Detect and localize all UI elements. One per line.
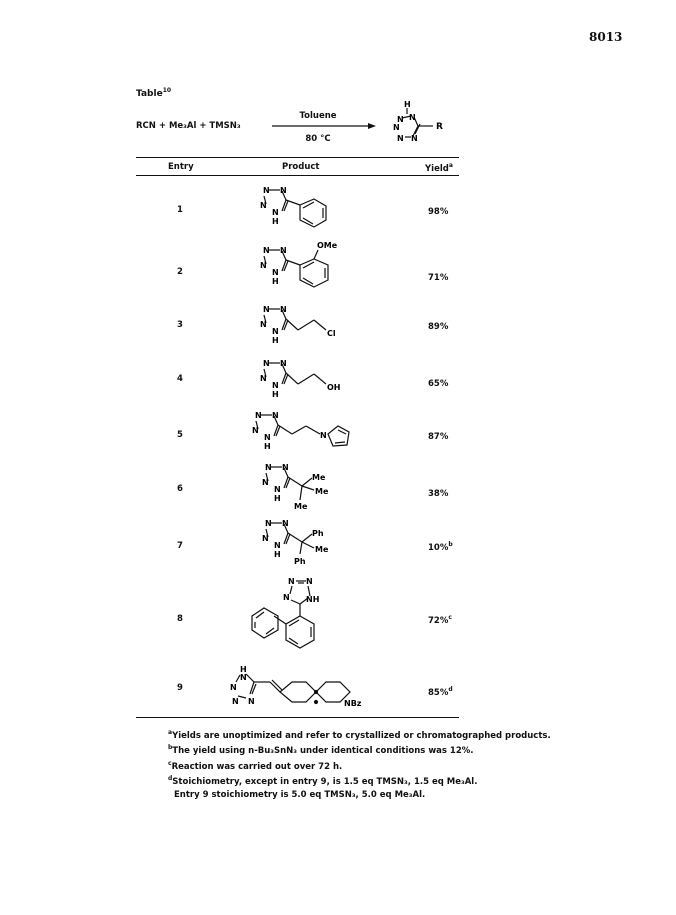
reaction-temperature: 80 °C xyxy=(305,134,331,144)
footnote-mark: a xyxy=(168,729,173,736)
yield-mark: c xyxy=(448,614,452,621)
entry-number: 9 xyxy=(177,683,183,693)
atom-N: N xyxy=(272,268,279,277)
reaction-arrow xyxy=(270,118,380,134)
atom-H: H xyxy=(272,277,279,286)
table-rule-top xyxy=(136,157,459,158)
yield-text: 87% xyxy=(428,431,449,442)
table-title-text: Table xyxy=(136,89,163,99)
atom-N: N xyxy=(265,463,272,472)
atom-N: N xyxy=(255,411,262,420)
atom-N: N xyxy=(283,593,290,602)
atom-H: H xyxy=(404,100,411,109)
atom-N: N xyxy=(232,697,239,706)
col-entry-header: Entry xyxy=(168,162,194,172)
product-structure-2 xyxy=(256,238,366,304)
yield-value xyxy=(428,320,488,332)
atom-NBz: NBz xyxy=(344,699,362,708)
atom-N: N xyxy=(240,673,247,682)
atom-N: N xyxy=(252,426,259,435)
atom-N: N xyxy=(248,697,255,706)
atom-N: N xyxy=(230,683,237,692)
atom-H: H xyxy=(272,217,279,226)
yield-text: 72% xyxy=(428,615,449,626)
footnote-text: Entry 9 stoichiometry is 5.0 eq TMSN₃, 5.0 eq Me₃Al. xyxy=(174,789,426,800)
footnotes xyxy=(168,727,551,801)
atom-N: N xyxy=(320,431,327,440)
product-structure-5 xyxy=(248,406,368,462)
atom-H: H xyxy=(274,494,281,503)
atom-N: N xyxy=(263,305,270,314)
footnote-text: Stoichiometry, except in entry 9, is 1.5 eq TMSN₃, 1.5 eq Me₃Al. xyxy=(172,777,478,788)
atom-N: N xyxy=(263,246,270,255)
atom-N: N xyxy=(272,208,279,217)
atom-N: N xyxy=(409,113,416,122)
atom-Me: Me xyxy=(315,487,329,496)
yield-mark: b xyxy=(448,541,453,548)
yield-text: 71% xyxy=(428,272,449,283)
entry-number: 6 xyxy=(177,484,183,494)
product-structure-1 xyxy=(256,178,356,238)
footnote-text: Yields are unoptimized and refer to crystallized or chromatographed products. xyxy=(172,730,551,741)
table-title xyxy=(136,87,171,99)
yield-text: 10% xyxy=(428,542,449,553)
yield-value xyxy=(428,430,488,442)
atom-N: N xyxy=(280,359,287,368)
atom-N: N xyxy=(306,577,313,586)
atom-H: H xyxy=(272,390,279,399)
atom-N: N xyxy=(260,374,267,383)
atom-Ph: Ph xyxy=(312,529,324,538)
entry-number: 8 xyxy=(177,614,183,624)
atom-N: N xyxy=(263,186,270,195)
yield-value xyxy=(428,271,488,283)
atom-N: N xyxy=(260,320,267,329)
footnote xyxy=(168,742,551,757)
col-yield-mark: a xyxy=(448,162,453,169)
yield-text: 65% xyxy=(428,378,449,389)
atom-N: N xyxy=(265,519,272,528)
atom-N: N xyxy=(280,305,287,314)
atom-Me: Me xyxy=(315,545,329,554)
yield-value xyxy=(428,686,488,698)
atom-NH: NH xyxy=(306,595,320,604)
yield-text: 98% xyxy=(428,206,449,217)
yield-mark: d xyxy=(448,686,453,693)
col-yield-header xyxy=(425,162,453,174)
yield-value xyxy=(428,205,488,217)
entry-number: 7 xyxy=(177,541,183,551)
atom-N: N xyxy=(262,534,269,543)
atom-N: N xyxy=(274,485,281,494)
atom-N: N xyxy=(280,186,287,195)
yield-value xyxy=(428,377,488,389)
table-ref: 10 xyxy=(162,87,172,94)
atom-H: H xyxy=(264,442,271,451)
product-structure-9 xyxy=(226,662,386,722)
col-product-header: Product xyxy=(282,162,320,172)
atom-N: N xyxy=(263,359,270,368)
atom-N: N xyxy=(260,201,267,210)
yield-value xyxy=(428,614,488,626)
atom-N: N xyxy=(280,246,287,255)
footnote xyxy=(168,789,551,802)
reaction-reactants: RCN + Me₃Al + TMSN₃ xyxy=(136,121,241,131)
atom-OMe: OMe xyxy=(317,241,338,250)
atom-N: N xyxy=(272,411,279,420)
footnote xyxy=(168,773,551,788)
entry-number: 5 xyxy=(177,430,183,440)
atom-Me: Me xyxy=(312,473,326,482)
footnote-mark: b xyxy=(168,744,173,752)
atom-N: N xyxy=(260,261,267,270)
atom-N: N xyxy=(274,541,281,550)
product-structure-3 xyxy=(256,300,366,350)
atom-N: N xyxy=(288,577,295,586)
atom-H: H xyxy=(240,665,247,674)
product-structure-4 xyxy=(256,354,366,404)
atom-N: N xyxy=(282,463,289,472)
atom-H: H xyxy=(274,550,281,559)
atom-N: N xyxy=(264,433,271,442)
col-yield-label: Yield xyxy=(425,163,449,174)
footnote-text: The yield using n-Bu₃SnN₃ under identical conditions was 12%. xyxy=(172,746,474,757)
atom-Cl: Cl xyxy=(327,329,336,338)
product-substituent: R xyxy=(436,122,443,132)
footnote-text: Reaction was carried out over 72 h. xyxy=(171,761,343,772)
page-number: 8013 xyxy=(589,30,623,44)
atom-N: N xyxy=(397,115,404,124)
reaction-solvent: Toluene xyxy=(299,111,337,121)
footnote xyxy=(168,727,551,742)
product-structure-7 xyxy=(258,514,368,578)
yield-text: 85% xyxy=(428,687,449,698)
atom-N: N xyxy=(411,134,418,143)
atom-N: N xyxy=(272,381,279,390)
product-structure-8 xyxy=(248,570,368,670)
reaction-product-structure xyxy=(385,96,465,156)
entry-number: 1 xyxy=(177,205,183,215)
yield-text: 89% xyxy=(428,321,449,332)
table-rule-header xyxy=(136,175,459,176)
product-structure-6 xyxy=(258,458,368,520)
atom-N: N xyxy=(262,478,269,487)
atom-N: N xyxy=(393,123,400,132)
entry-number: 3 xyxy=(177,320,183,330)
atom-N: N xyxy=(272,327,279,336)
entry-number: 2 xyxy=(177,267,183,277)
footnote-mark: d xyxy=(168,775,173,783)
atom-OH: OH xyxy=(327,383,341,392)
atom-H: H xyxy=(272,336,279,345)
atom-N: N xyxy=(397,134,404,143)
yield-text: 38% xyxy=(428,488,449,499)
atom-Ph: Ph xyxy=(294,557,306,566)
footnote xyxy=(168,758,551,773)
yield-value xyxy=(428,487,488,499)
footnote-mark: c xyxy=(168,759,172,767)
yield-value xyxy=(428,541,488,553)
atom-N: N xyxy=(282,519,289,528)
entry-number: 4 xyxy=(177,374,183,384)
atom-Me: Me xyxy=(294,502,308,511)
